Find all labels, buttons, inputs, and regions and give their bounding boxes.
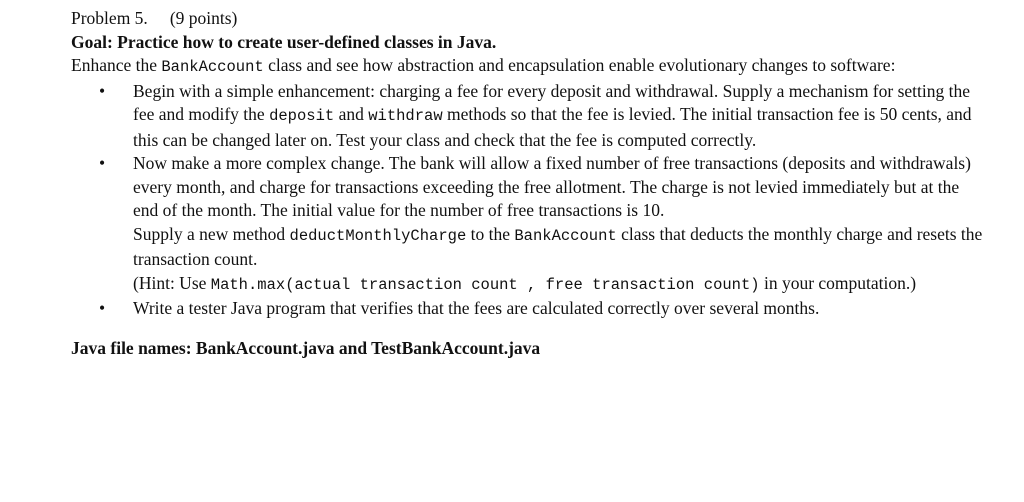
document-page [71, 7, 986, 360]
goal-statement: Goal: Practice how to create user-defined classes in Java. [71, 31, 497, 52]
deposit-code: deposit [269, 107, 335, 125]
list-item: • Write a tester Java program that verifies that the fees are calculated correctly over several months. [71, 297, 986, 321]
problem-heading [71, 7, 986, 31]
hint-code: Math.max(actual transaction count , free transaction count) [210, 275, 760, 294]
problem-points: (9 points) [169, 8, 238, 28]
hint-paragraph: (Hint: Use Math.max(actual transaction count , free transaction count) in your computation.) [133, 272, 917, 294]
problem-label: Problem 5. [71, 8, 148, 28]
list-item-paragraph: Now make a more complex change. The bank will allow a fixed number of free transactions (deposits and withdrawals) every month, and charge for transactions exceeding the free allotment. The charge is not levied immediately but at the end of the month. The initial value for the number of free transactions is 10. [133, 153, 971, 220]
file-names: Java file names: BankAccount.java and TestBankAccount.java [71, 337, 541, 358]
list-item: • Begin with a simple enhancement: charging a fee for every deposit and withdrawal. Supply a mechanism for setting the fee and modify the deposit and withdraw methods so that the fee is levied. The initial transaction fee is 50 cents, and this can be changed later on. Test your class and check that the fee is computed correctly. [99, 80, 972, 150]
intro-paragraph: Enhance the BankAccount class and see how abstraction and encapsulation enable evolutionary changes to software: [71, 55, 896, 76]
class-name-code: BankAccount [514, 226, 617, 245]
bullet-icon: • [99, 298, 106, 318]
list-item-paragraph: Supply a new method deductMonthlyCharge to the BankAccount class that deducts the monthly charge and resets the transaction count. [133, 223, 983, 269]
class-name-code: BankAccount [161, 58, 264, 76]
withdraw-code: withdraw [368, 107, 443, 125]
requirements-list [71, 80, 986, 321]
list-item [71, 152, 986, 297]
bullet-icon: • [99, 80, 106, 101]
bullet-icon: • [99, 153, 106, 173]
method-name-code: deductMonthlyCharge [289, 226, 467, 245]
